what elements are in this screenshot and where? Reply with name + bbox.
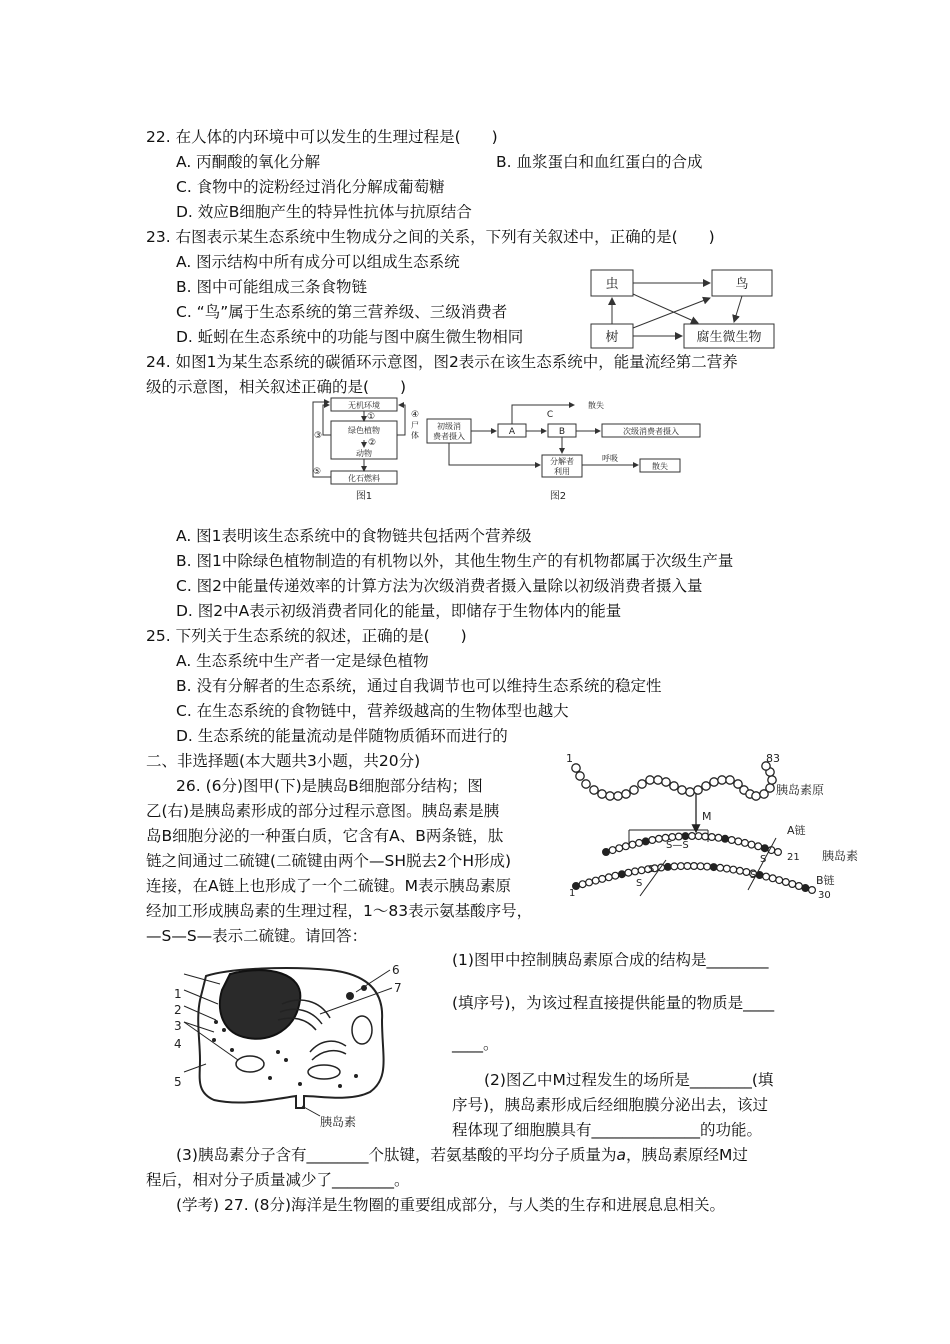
q24-option-a: A. 图1表明该生态系统中的食物链共包括两个营养级 (176, 527, 532, 545)
microbe-label: 腐生微生物 (696, 330, 762, 345)
svg-text:6: 6 (392, 963, 400, 977)
q24-option-c: C. 图2中能量传递效率的计算方法为次级消费者摄入量除以初级消费者摄入量 (176, 577, 703, 595)
svg-text:呼吸: 呼吸 (602, 454, 618, 463)
insulin-label: 胰岛素 (822, 849, 859, 863)
svg-text:动物: 动物 (356, 449, 372, 458)
svg-text:费者摄入: 费者摄入 (433, 432, 465, 441)
svg-text:初级消: 初级消 (437, 422, 461, 431)
q22-option-d: D. 效应B细胞产生的特异性抗体与抗原结合 (176, 203, 472, 221)
svg-text:83: 83 (766, 752, 780, 765)
q23-stem: 23. 右图表示某生态系统中生物成分之间的关系，下列有关叙述中，正确的是( ) (146, 228, 715, 246)
q26-part3-line1: (3)胰岛素分子含有________个肽键，若氨基酸的平均分子质量为a，胰岛素原经M过 (176, 1146, 748, 1164)
svg-text:B: B (558, 427, 566, 437)
svg-text:30: 30 (818, 890, 831, 901)
svg-text:21: 21 (787, 852, 800, 863)
svg-text:S: S (648, 864, 655, 875)
q26-part1-line2: (填序号)，为该过程直接提供能量的物质是____ (452, 994, 775, 1012)
svg-text:体: 体 (411, 431, 419, 440)
q23-option-d: D. 蚯蚓在生态系统中的功能与图中腐生微生物相同 (176, 328, 524, 346)
q24-stem-line2: 级的示意图，相关叙述正确的是( ) (146, 378, 407, 396)
q26-part2-line2: 序号)，胰岛素形成后经细胞膜分泌出去，该过 (452, 1096, 769, 1114)
q25-option-b: B. 没有分解者的生态系统，通过自我调节也可以维持生态系统的稳定性 (176, 677, 662, 695)
q26-text-line2: 乙(右)是胰岛素形成的部分过程示意图。胰岛素是胰 (146, 802, 500, 820)
svg-text:S—S: S—S (666, 840, 689, 851)
svg-text:散失: 散失 (652, 462, 668, 471)
svg-text:④: ④ (410, 410, 420, 420)
q26-part1-line3: ____。 (452, 1035, 499, 1053)
svg-text:S: S (636, 878, 643, 889)
q26-text-line6: 经加工形成胰岛素的生理过程，1～83表示氨基酸序号， (146, 902, 533, 920)
svg-text:4: 4 (174, 1037, 182, 1051)
q24-stem-line1: 24. 如图1为某生态系统的碳循环示意图，图2表示在该生态系统中，能量流经第二营养 (146, 353, 738, 371)
q22-option-b: B. 血浆蛋白和血红蛋白的合成 (496, 153, 703, 171)
svg-text:7: 7 (394, 981, 402, 995)
svg-text:2: 2 (174, 1003, 182, 1017)
svg-text:1: 1 (174, 987, 182, 1001)
q26-figure-insulin-formation (566, 750, 866, 910)
q24-figure-2-energy-flow (424, 395, 704, 505)
svg-text:③: ③ (313, 431, 323, 441)
q26-text-line7: —S—S—表示二硫键。请回答： (146, 927, 368, 945)
svg-text:绿色植物: 绿色植物 (348, 426, 380, 435)
q26-text-line3: 岛B细胞分泌的一种蛋白质，它含有A、B两条链，肽 (146, 827, 504, 845)
svg-text:次级消费者摄入: 次级消费者摄入 (623, 427, 679, 436)
q22-option-a: A. 丙酮酸的氧化分解 (176, 153, 321, 171)
svg-text:散失: 散失 (588, 401, 604, 410)
svg-text:1: 1 (566, 752, 573, 765)
q26-part2-line1: (2)图乙中M过程发生的场所是________(填 (484, 1071, 774, 1089)
a-chain-label: A链 (787, 824, 806, 837)
svg-text:②: ② (367, 438, 377, 448)
q26-text-line4: 链之间通过二硫键(二硫键由两个—SH脱去2个H形成) (146, 852, 512, 870)
proinsulin-label: 胰岛素原 (776, 783, 825, 797)
q23-option-b: B. 图中可能组成三条食物链 (176, 278, 367, 296)
svg-text:A: A (508, 427, 516, 437)
q25-stem: 25. 下列关于生态系统的叙述，正确的是( ) (146, 627, 467, 645)
svg-text:S: S (760, 854, 767, 865)
q25-option-c: C. 在生态系统的食物链中，营养级越高的生物体型也越大 (176, 702, 569, 720)
q27-stem: (学考) 27. (8分)海洋是生物圈的重要组成部分，与人类的生存和进展息息相关。 (176, 1196, 726, 1214)
insect-label: 虫 (605, 277, 619, 292)
bird-label: 鸟 (735, 277, 749, 292)
svg-text:1: 1 (569, 888, 576, 899)
q25-option-d: D. 生态系统的能量流动是伴随物质循环而进行的 (176, 727, 508, 745)
q23-option-a: A. 图示结构中所有成分可以组成生态系统 (176, 253, 460, 271)
svg-text:⑤: ⑤ (312, 467, 322, 477)
figure-2-caption: 图2 (549, 491, 567, 502)
svg-text:S: S (750, 870, 757, 881)
section-2-heading: 二、非选择题(本大题共3小题，共20分) (146, 752, 421, 770)
svg-text:①: ① (366, 412, 376, 422)
q26-part2-line3: 程体现了细胞膜具有______________的功能。 (452, 1121, 763, 1139)
svg-text:利用: 利用 (554, 467, 570, 476)
figure-1-caption: 图1 (355, 491, 373, 502)
q26-text-line5: 连接，在A链上也形成了一个二硫键。M表示胰岛素原 (146, 877, 511, 895)
q24-option-d: D. 图2中A表示初级消费者同化的能量，即储存于生物体内的能量 (176, 602, 622, 620)
q26-part3-line2: 程后，相对分子质量减少了________。 (146, 1171, 410, 1189)
svg-text:无机环境: 无机环境 (348, 401, 380, 410)
q23-food-web-figure (588, 266, 788, 350)
cell-insulin-label: 胰岛素 (320, 1115, 357, 1129)
svg-text:C: C (546, 410, 554, 420)
q22-stem: 22. 在人体的内环境中可以发生的生理过程是( ) (146, 128, 498, 146)
svg-text:分解者: 分解者 (550, 457, 574, 466)
q22-option-c: C. 食物中的淀粉经过消化分解成葡萄糖 (176, 178, 445, 196)
tree-label: 树 (605, 330, 619, 345)
q23-option-c: C. “鸟”属于生态系统的第三营养级、三级消费者 (176, 303, 508, 321)
q26-text-line1: 26. (6分)图甲(下)是胰岛B细胞部分结构；图 (176, 777, 483, 795)
svg-text:5: 5 (174, 1075, 182, 1089)
svg-text:M: M (702, 810, 712, 823)
svg-text:尸: 尸 (411, 421, 419, 430)
q26-figure-islet-b-cell (170, 960, 410, 1130)
q24-option-b: B. 图1中除绿色植物制造的有机物以外，其他生物生产的有机物都属于次级生产量 (176, 552, 734, 570)
svg-text:3: 3 (174, 1019, 182, 1033)
q25-option-a: A. 生态系统中生产者一定是绿色植物 (176, 652, 429, 670)
q26-part1-line1: (1)图甲中控制胰岛素原合成的结构是________ (452, 951, 769, 969)
q24-figure-1-carbon-cycle (305, 395, 433, 505)
svg-text:化石燃料: 化石燃料 (348, 474, 380, 483)
b-chain-label: B链 (816, 874, 835, 887)
